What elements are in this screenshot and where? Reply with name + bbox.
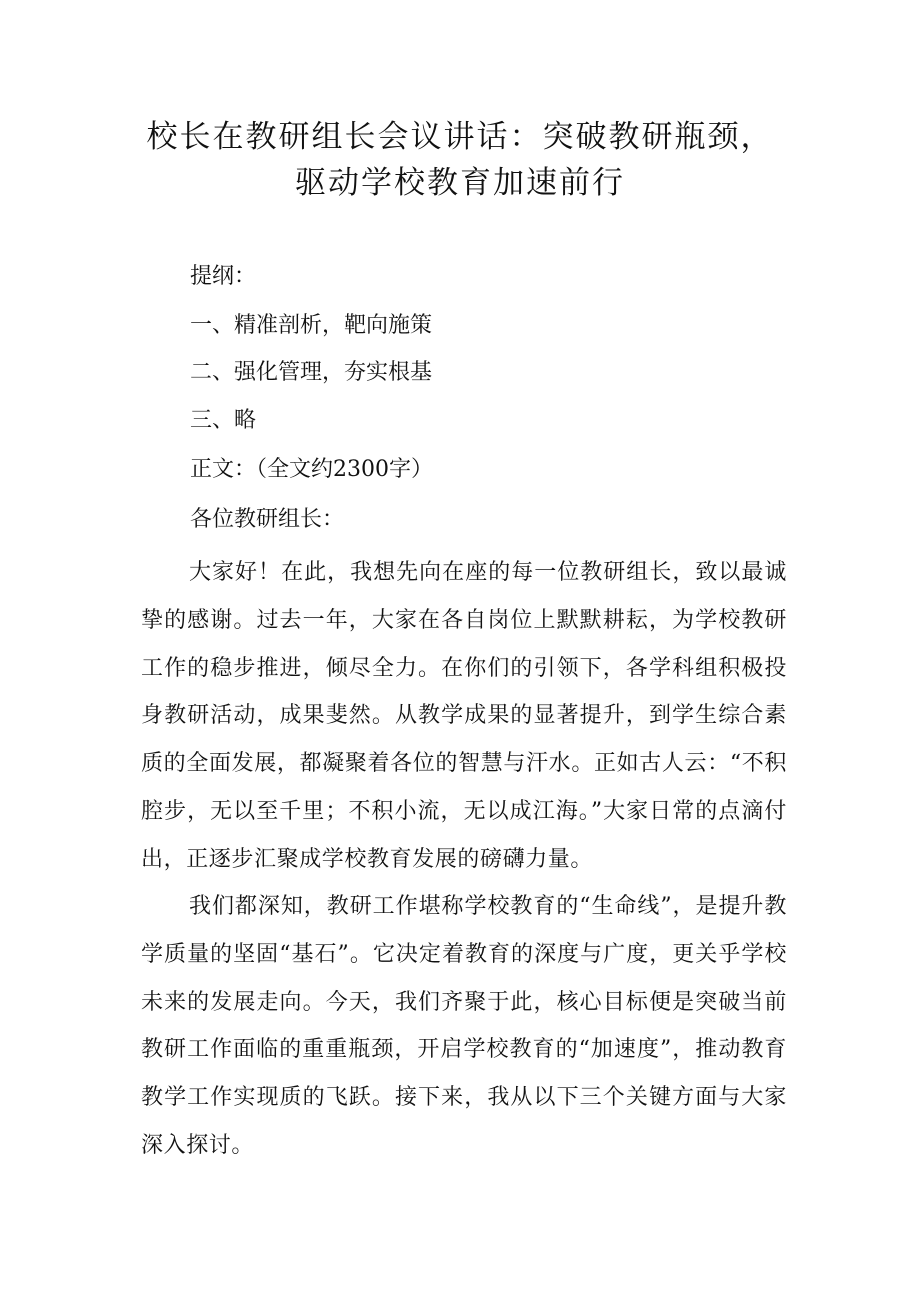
outline-item-1: 一、精准剖析，靶向施策 xyxy=(190,313,433,338)
document-title-line-1: 校长在教研组长会议讲话：突破教研瓶颈， xyxy=(146,119,774,155)
body-paragraph-1: 大家好！在此，我想先向在座的每一位教研组长，致以最诚挚的感谢。过去一年，大家在各自岗位上默默耕耘，为学校教研工作的稳步推进，倾尽全力。在你们的引领下，各学科组积极投身教研活动，成果斐然。从教学成果的显著提升，到学生综合素质的全面发展，都凝聚着各位的智慧与汗水。正如古人云：“不积腔步，无以至千里；不积小流，无以成江海。”大家日常的点滴付出，正逐步汇聚成学校教育发展的磅礴力量。 xyxy=(141,560,787,872)
outline-heading: 提纲： xyxy=(190,264,257,289)
body-label: 正文：（全文约2300字） xyxy=(190,457,433,482)
outline-item-3: 三、略 xyxy=(190,408,257,433)
body-paragraph-2: 我们都深知，教研工作堪称学校教育的“生命线”，是提升教学质量的坚固“基石”。它决定着教育的深度与广度，更关乎学校未来的发展走向。今天，我们齐聚于此，核心目标便是突破当前教研工作面临的重重瓶颈，开启学校教育的“加速度”，推动教育教学工作实现质的飞跃。接下来，我从以下三个关键方面与大家深入探讨。 xyxy=(141,894,787,1158)
document-title-line-2: 驱动学校教育加速前行 xyxy=(295,165,625,201)
salutation: 各位教研组长： xyxy=(190,507,345,532)
outline-item-2: 二、强化管理，夯实根基 xyxy=(190,360,433,385)
